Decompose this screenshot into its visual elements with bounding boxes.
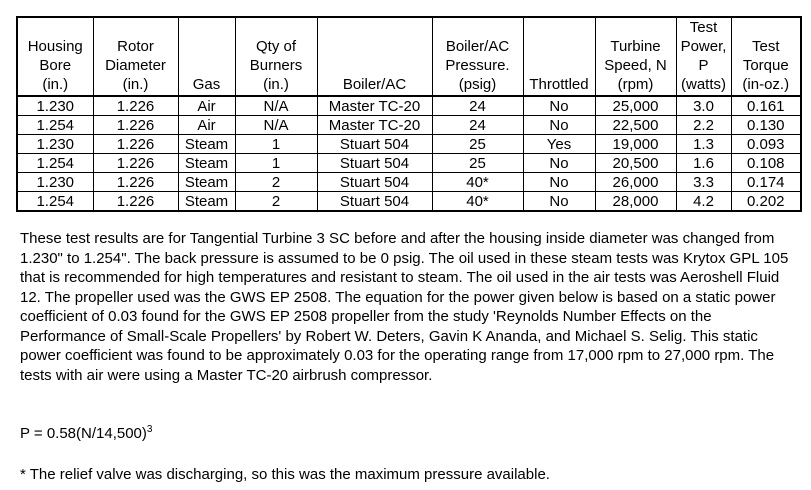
table-cell: 0.202 — [731, 192, 801, 212]
column-header — [17, 17, 93, 96]
column-header-line: (psig) — [458, 76, 497, 93]
table-cell: No — [523, 173, 595, 192]
table-cell: Yes — [523, 135, 595, 154]
table-cell: 2 — [235, 173, 317, 192]
table-cell: 0.108 — [731, 154, 801, 173]
power-equation — [20, 424, 152, 443]
table-cell: Steam — [178, 135, 235, 154]
table-cell: Stuart 504 — [317, 192, 432, 212]
test-results-table — [16, 16, 802, 212]
table-cell: 2.2 — [676, 116, 731, 135]
table-cell: 40* — [432, 173, 523, 192]
table-cell: 1.226 — [93, 192, 178, 212]
column-header-line: Boiler/AC — [445, 38, 510, 55]
column-header-line: (in.) — [263, 76, 289, 93]
column-header-line: Qty of — [255, 38, 296, 55]
table-cell: Steam — [178, 154, 235, 173]
test-notes-paragraph: These test results are for Tangential Turbine 3 SC before and after the housing inside diameter was changed from 1.230" to 1.254". The back pressure is assumed to be 0 psig. The oil used in these steam tests was Krytox GPL 105 that is recommended for high temperatures and resistant to steam. The oil used in the air tests was Aeroshell Fluid 12. The propeller used was the GWS EP 2508. The equation for the power given below is based on a static power coefficient of 0.03 found for the GWS EP 2508 propeller from the study 'Reynolds Number Effects on the Performance of Small-Scale Propellers' by Robert W. Deters, Gavin K Ananda, and Michael S. Selig. This static power coefficient was found to be approximately 0.03 for the operating range from 17,000 rpm to 27,000 rpm. The tests with air were using a Master TC-20 airbrush compressor. — [20, 230, 789, 384]
column-header — [523, 17, 595, 96]
table-cell: 1.226 — [93, 116, 178, 135]
table-cell: No — [523, 192, 595, 212]
table-cell: Stuart 504 — [317, 173, 432, 192]
table-cell: 25,000 — [595, 96, 676, 116]
table-cell: N/A — [235, 116, 317, 135]
column-header-line: (rpm) — [617, 76, 654, 93]
table-cell: Stuart 504 — [317, 135, 432, 154]
table-cell: 26,000 — [595, 173, 676, 192]
table-cell: 3.3 — [676, 173, 731, 192]
table-cell: 0.093 — [731, 135, 801, 154]
column-header-line: Torque — [742, 57, 789, 74]
table-cell: 1 — [235, 154, 317, 173]
column-header — [235, 17, 317, 96]
table-header-row — [17, 17, 801, 96]
column-header-line: Pressure. — [445, 57, 510, 74]
table-cell: 1.230 — [17, 173, 93, 192]
table-cell: 1.226 — [93, 173, 178, 192]
column-header-line: Rotor — [117, 38, 154, 55]
table-cell: 0.130 — [731, 116, 801, 135]
table-cell: 1.3 — [676, 135, 731, 154]
column-header-line: (in.) — [122, 76, 149, 93]
table-cell: Steam — [178, 192, 235, 212]
table-cell: 25 — [432, 154, 523, 173]
table-cell: 2 — [235, 192, 317, 212]
table-cell: 1.254 — [17, 154, 93, 173]
column-header — [731, 17, 801, 96]
table-cell: No — [523, 116, 595, 135]
table-cell: 1.226 — [93, 135, 178, 154]
table-row — [17, 154, 801, 173]
column-header-line: Test — [751, 38, 780, 55]
table-cell: 0.174 — [731, 173, 801, 192]
table-cell: Air — [178, 96, 235, 116]
table-cell: 1.230 — [17, 96, 93, 116]
table-row — [17, 135, 801, 154]
table-cell: 1 — [235, 135, 317, 154]
table-row — [17, 173, 801, 192]
table-cell: Master TC-20 — [317, 96, 432, 116]
table-cell: No — [523, 96, 595, 116]
column-header — [317, 17, 432, 96]
table-cell: 1.226 — [93, 96, 178, 116]
column-header — [93, 17, 178, 96]
table-cell: 19,000 — [595, 135, 676, 154]
table-cell: No — [523, 154, 595, 173]
column-header-line: (in-oz.) — [742, 76, 790, 93]
column-header-line: Power, — [680, 38, 727, 55]
column-header — [432, 17, 523, 96]
column-header-line: (watts) — [681, 76, 726, 93]
table-cell: 25 — [432, 135, 523, 154]
column-header-line: Test — [689, 19, 718, 36]
column-header-line: Turbine — [610, 38, 661, 55]
table-cell: Stuart 504 — [317, 154, 432, 173]
column-header-line: Speed, N — [604, 57, 667, 74]
table-cell: 1.226 — [93, 154, 178, 173]
table-cell: 40* — [432, 192, 523, 212]
column-header — [595, 17, 676, 96]
table-cell: 4.2 — [676, 192, 731, 212]
table-cell: 24 — [432, 116, 523, 135]
column-header-line: Diameter — [105, 57, 166, 74]
table-cell: 3.0 — [676, 96, 731, 116]
column-header-line: P — [698, 57, 709, 74]
table-row — [17, 116, 801, 135]
column-header-line: Gas — [192, 76, 221, 93]
table-body — [17, 96, 801, 211]
column-header-line: Throttled — [529, 76, 589, 93]
table-cell: 1.254 — [17, 192, 93, 212]
power-equation-exponent: 3 — [146, 424, 153, 435]
column-header-line: Burners — [249, 57, 303, 74]
column-header — [676, 17, 731, 96]
table-row — [17, 192, 801, 212]
table-cell: Master TC-20 — [317, 116, 432, 135]
table-cell: 24 — [432, 96, 523, 116]
table-cell: 20,500 — [595, 154, 676, 173]
power-equation-base: P = 0.58(N/14,500) — [20, 425, 147, 442]
column-header-line: (in.) — [42, 76, 69, 93]
table-cell: 22,500 — [595, 116, 676, 135]
column-header — [178, 17, 235, 96]
column-header-line: Housing — [27, 38, 83, 55]
relief-valve-footnote: * The relief valve was discharging, so this was the maximum pressure available. — [20, 466, 550, 483]
table-cell: 0.161 — [731, 96, 801, 116]
table-cell: 1.6 — [676, 154, 731, 173]
column-header-line: Bore — [39, 57, 72, 74]
table-cell: Steam — [178, 173, 235, 192]
table-cell: 1.254 — [17, 116, 93, 135]
column-header-line: Boiler/AC — [342, 76, 407, 93]
table-cell: N/A — [235, 96, 317, 116]
table-cell: 28,000 — [595, 192, 676, 212]
table-cell: 1.230 — [17, 135, 93, 154]
table-cell: Air — [178, 116, 235, 135]
table-row — [17, 96, 801, 116]
